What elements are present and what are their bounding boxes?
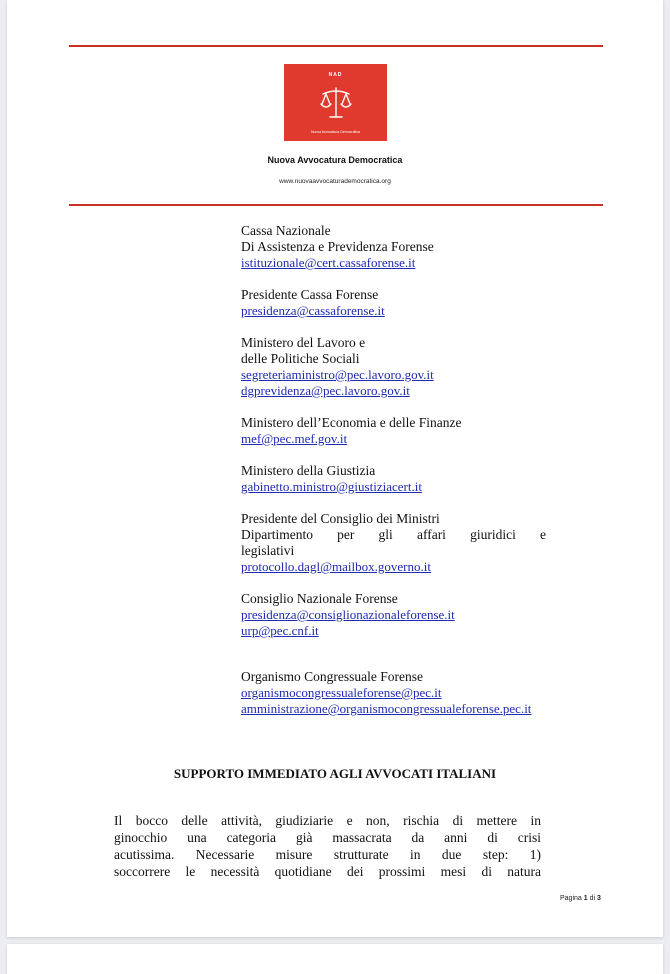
recipient-email-link[interactable]: protocollo.dagl@mailbox.governo.it <box>241 559 431 574</box>
recipient-email-link[interactable]: gabinetto.ministro@giustiziacert.it <box>241 479 422 494</box>
organization-name: Nuova Avvocatura Democratica <box>267 155 403 165</box>
recipient-block <box>241 511 546 575</box>
body-line: Il bocco delle attività, giudiziarie e non, rischia di mettere in <box>114 813 541 828</box>
recipient-block <box>241 669 546 717</box>
organization-logo <box>284 64 387 141</box>
recipient-line: Consiglio Nazionale Forense <box>241 591 398 606</box>
recipients-list <box>241 223 546 717</box>
logo-acronym: NAD <box>328 72 343 78</box>
recipient-email-link[interactable]: segreteriaministro@pec.lavoro.gov.it <box>241 367 434 382</box>
header-bottom-rule <box>69 204 603 206</box>
recipient-line: Cassa Nazionale <box>241 223 331 238</box>
page-number <box>560 895 601 902</box>
recipient-block <box>241 287 546 319</box>
document-page <box>7 0 663 937</box>
recipient-line: Di Assistenza e Previdenza Forense <box>241 239 434 254</box>
page-separator: di <box>589 895 596 902</box>
body-line: ginocchio una categoria già massacrata da anni di crisi <box>114 830 541 845</box>
recipient-line: Ministero del Lavoro e <box>241 335 366 350</box>
recipient-email-link[interactable]: istituzionale@cert.cassaforense.it <box>241 255 416 270</box>
recipient-line: Ministero della Giustizia <box>241 463 376 478</box>
recipient-email-link[interactable]: amministrazione@organismocongressualeforense.pec.it <box>241 701 532 716</box>
page-current: 1 <box>583 895 588 902</box>
body-line: soccorrere le necessità quotidiane dei prossimi mesi di natura <box>114 864 541 879</box>
recipient-line: Dipartimento per gli affari giuridici e <box>241 527 546 542</box>
page-label: Pagina <box>560 895 582 902</box>
recipient-line: legislativi <box>241 543 295 558</box>
body-line: acutissima. Necessarie misure strutturate in due step: 1) <box>114 847 541 862</box>
recipient-email-link[interactable]: presidenza@consiglionazionaleforense.it <box>241 607 455 622</box>
header-top-rule <box>69 45 603 47</box>
next-page-edge <box>7 944 663 974</box>
recipient-block <box>241 223 546 271</box>
recipient-line: delle Politiche Sociali <box>241 351 360 366</box>
recipient-block <box>241 415 546 447</box>
body-paragraph <box>114 812 541 880</box>
recipient-line: Presidente del Consiglio dei Ministri <box>241 511 440 526</box>
recipient-email-link[interactable]: dgprevidenza@pec.lavoro.gov.it <box>241 383 410 398</box>
recipient-email-link[interactable]: mef@pec.mef.gov.it <box>241 431 348 446</box>
scales-of-justice-icon <box>320 84 352 124</box>
recipient-email-link[interactable]: presidenza@cassaforense.it <box>241 303 385 318</box>
organization-website[interactable]: www.nuovaavvocaturademocratica.org <box>279 178 391 185</box>
recipient-block <box>241 335 546 399</box>
recipient-line: Organismo Congressuale Forense <box>241 669 423 684</box>
recipient-block <box>241 591 546 639</box>
recipient-email-link[interactable]: organismocongressualeforense@pec.it <box>241 685 442 700</box>
page-total: 3 <box>597 895 601 902</box>
document-title: SUPPORTO IMMEDIATO AGLI AVVOCATI ITALIANI <box>173 766 497 781</box>
recipient-block <box>241 463 546 495</box>
logo-motto: Nuova Avvocatura Democratica <box>311 130 360 134</box>
recipient-line: Ministero dell’Economia e delle Finanze <box>241 415 462 430</box>
recipient-email-link[interactable]: urp@pec.cnf.it <box>241 623 319 638</box>
recipient-line: Presidente Cassa Forense <box>241 287 379 302</box>
